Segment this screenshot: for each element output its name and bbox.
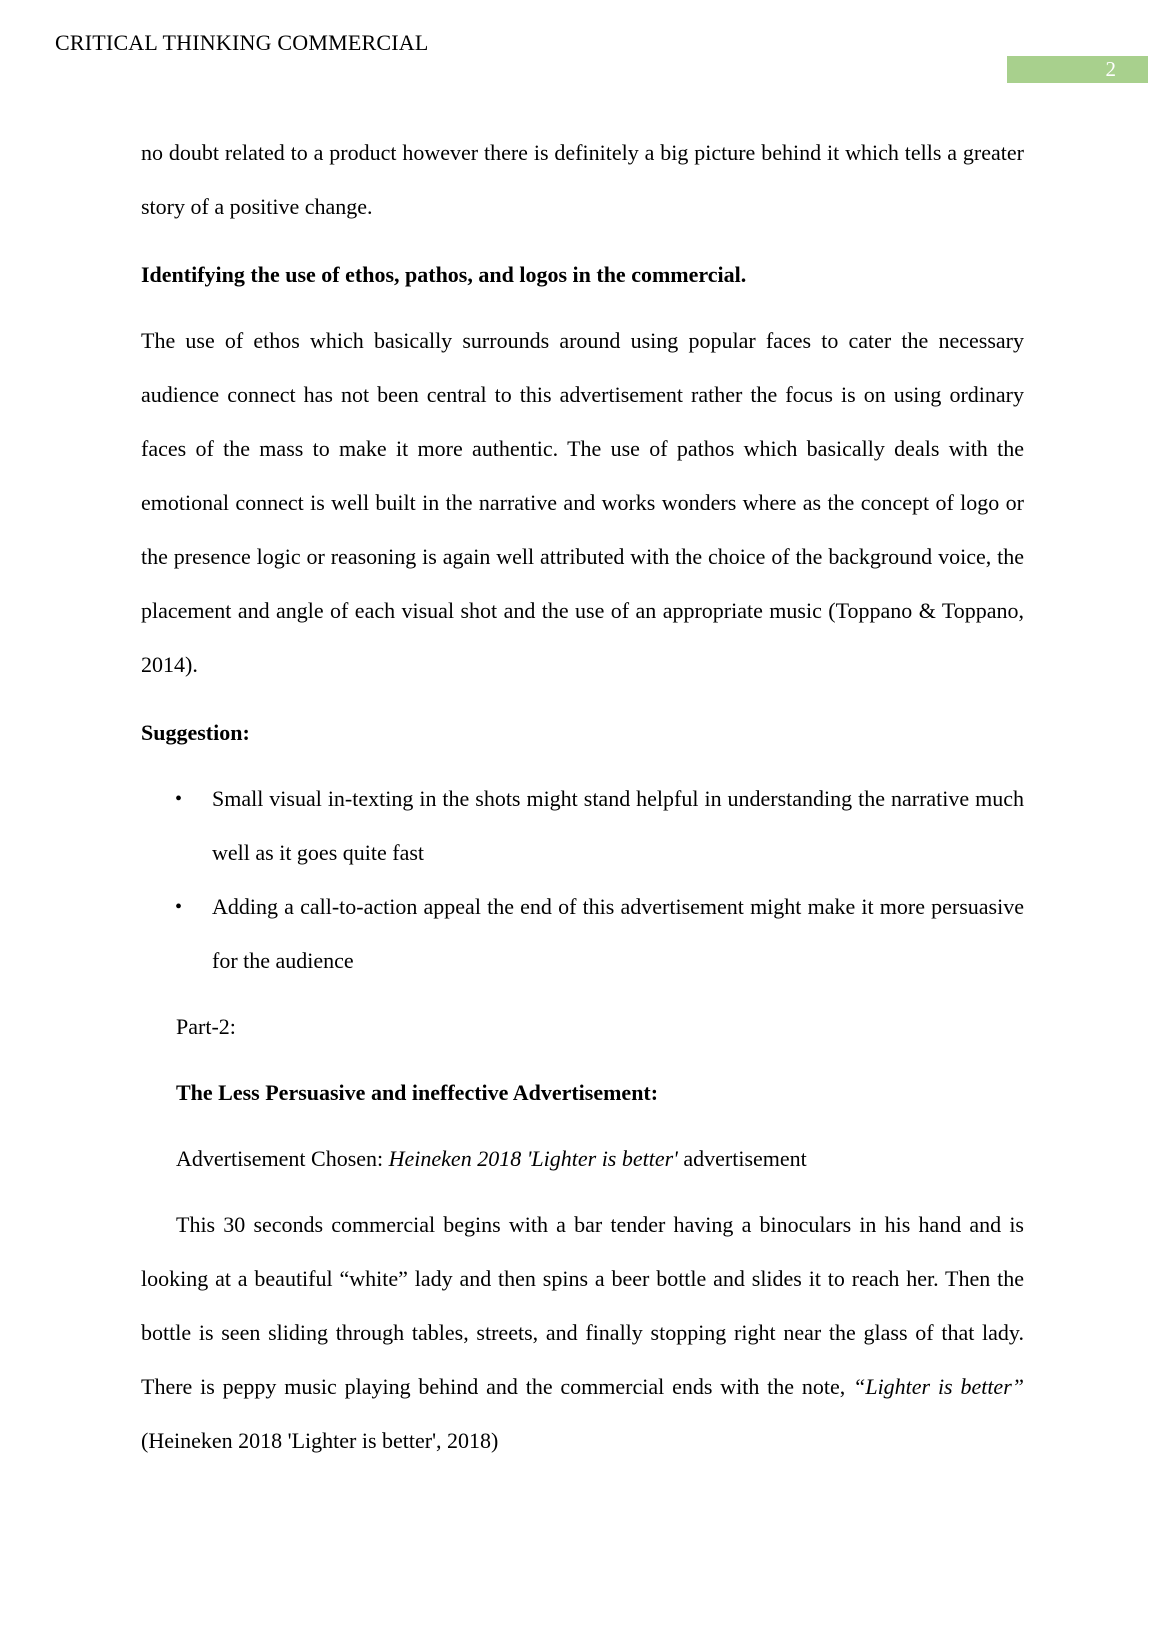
bullet-icon: •	[175, 788, 183, 810]
ad-chosen-title: Heineken 2018 'Lighter is better'	[388, 1146, 678, 1171]
part-label: Part-2:	[176, 1014, 236, 1039]
ad-chosen-line	[141, 1132, 1024, 1186]
suggestion-list	[141, 772, 1024, 988]
intro-paragraph: no doubt related to a product however there is definitely a big picture behind it which tells a greater story of a positive change.	[141, 140, 1024, 219]
list-item-text: Small visual in-texting in the shots might stand helpful in understanding the narrative much well as it goes quite fast	[212, 786, 1024, 865]
less-persuasive-heading: The Less Persuasive and ineffective Advertisement:	[176, 1080, 659, 1105]
ad-chosen-suffix: advertisement	[677, 1146, 807, 1171]
ethos-paragraph: The use of ethos which basically surrounds around using popular faces to cater the necessary audience connect has not been central to this advertisement rather the focus is on using ordinary faces of the mass to make it more authentic. The use of pathos which basically deals with the emotional connect is well built in the narrative and works wonders where as the concept of logo or the presence logic or reasoning is again well attributed with the choice of the background voice, the placement and angle of each visual shot and the use of an appropriate music (Toppano & Toppano, 2014).	[141, 328, 1024, 677]
commercial-paragraph	[141, 1198, 1024, 1468]
list-item-text: Adding a call-to-action appeal the end of this advertisement might make it more persuasive for the audience	[212, 894, 1024, 973]
ad-chosen-label: Advertisement Chosen:	[176, 1146, 389, 1171]
page-number: 2	[1007, 56, 1148, 83]
running-head: CRITICAL THINKING COMMERCIAL	[55, 30, 429, 55]
commercial-paragraph-text: This 30 seconds commercial begins with a bar tender having a binoculars in his hand and is looking at a beautiful “white” lady and then spins a beer bottle and slides it to reach her. Then the bottle is seen sliding through tables, streets, and finally stopping right near the glass of that lady. There is peppy music playing behind and the commercial ends with the note,	[141, 1212, 1024, 1399]
commercial-citation: (Heineken 2018 'Lighter is better', 2018)	[141, 1428, 499, 1453]
document-body	[141, 126, 1024, 1468]
commercial-quote: “Lighter is better”	[853, 1374, 1024, 1399]
suggestion-heading: Suggestion:	[141, 720, 250, 745]
list-item	[141, 772, 1024, 880]
bullet-icon: •	[175, 896, 183, 918]
ethos-pathos-logos-heading: Identifying the use of ethos, pathos, and logos in the commercial.	[141, 262, 747, 287]
list-item	[141, 880, 1024, 988]
